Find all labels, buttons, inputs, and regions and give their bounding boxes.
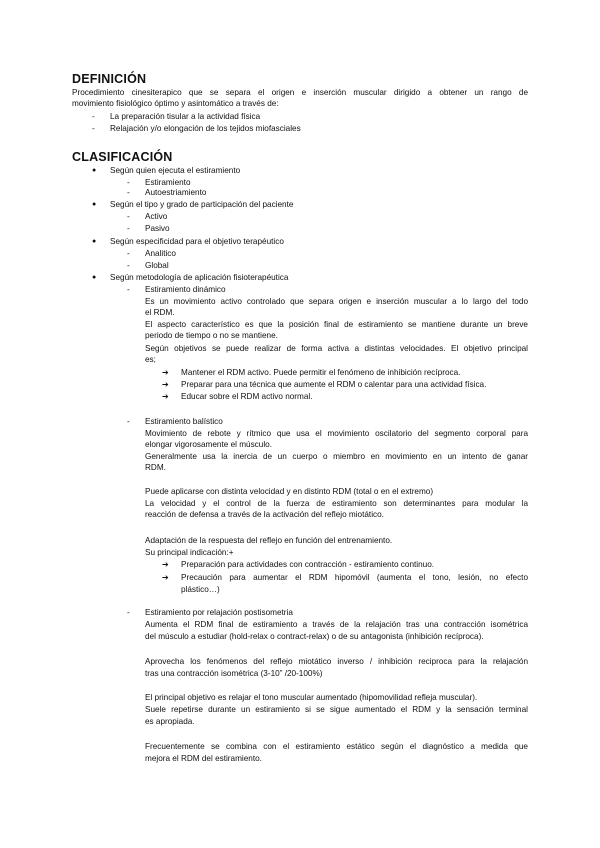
dinamico-text-line: el RDM.: [145, 308, 175, 317]
bullet-marker: ●: [92, 274, 97, 281]
postisometria-text-line: del músculo a estudiar (hold-relax o contract-relax) o de su antagonista (inhibición recíproca).: [145, 632, 484, 641]
clasificacion-group-label: Según quien ejecuta el estiramiento: [110, 166, 241, 175]
dash-marker: -: [127, 178, 130, 187]
postisometria-text-line: Aprovecha los fenómenos del reflejo miotático inverso / inhibición reciproca para la relajación: [145, 657, 528, 666]
arrow-marker: ➔: [162, 573, 169, 582]
clasificacion-item: Pasivo: [145, 224, 170, 233]
balistico-text-line: Adaptación de la respuesta del reflejo en función del entrenamiento.: [145, 536, 393, 545]
dinamico-text-line: Según objetivos se puede realizar de forma activa a distintas velocidades. El objetivo principal: [145, 344, 528, 353]
dash-marker: -: [127, 285, 130, 294]
dinamico-arrow-item: Preparar para una técnica que aumente el RDM o calentar para una actividad física.: [181, 380, 487, 389]
section-title-postisometria: Estiramiento por relajación postisometria: [145, 608, 293, 617]
clasificacion-item: Estiramiento: [145, 178, 191, 187]
balistico-arrow-item: Precaución para aumentar el RDM hipomóvil (aumenta el tono, lesión, no efecto: [181, 573, 528, 582]
postisometria-text-line: es apropiada.: [145, 717, 195, 726]
balistico-text-line: elongar vigorosamente el músculo.: [145, 440, 272, 449]
balistico-text-line: Movimiento de rebote y rítmico que usa el movimiento oscilatorio del segmento corporal para: [145, 429, 528, 438]
dinamico-text-line: es;: [145, 355, 156, 364]
balistico-text-line: reacción de defensa a través de la activación del reflejo miotático.: [145, 510, 384, 519]
arrow-marker: ➔: [162, 380, 169, 389]
clasificacion-group-label: Según el tipo y grado de participación del paciente: [110, 200, 294, 209]
balistico-text-line: Puede aplicarse con distinta velocidad y en distinto RDM (total o en el extremo): [145, 487, 434, 496]
definicion-item: Relajación y/o elongación de los tejidos miofasciales: [110, 124, 301, 133]
definicion-item: La preparación tisular a la actividad física: [110, 112, 261, 121]
balistico-text-line: Su principal indicación:+: [145, 548, 234, 557]
clasificacion-group-label: Según especificidad para el objetivo terapéutico: [110, 237, 284, 246]
arrow-marker: ➔: [162, 392, 169, 401]
bullet-marker: ●: [92, 238, 97, 245]
definicion-text-line: movimiento fisiológico óptimo y asintomático a través de:: [72, 99, 279, 108]
bullet-marker: ●: [92, 201, 97, 208]
clasificacion-heading: CLASIFICACIÓN: [72, 150, 173, 164]
dash-marker: -: [127, 249, 130, 258]
arrow-marker: ➔: [162, 368, 169, 377]
postisometria-text-line: Aumenta el RDM final de estiramiento a través de la relajación tras una contracción isométrica: [145, 620, 528, 629]
clasificacion-item: Autoestriamiento: [145, 188, 207, 197]
dinamico-arrow-item: Educar sobre el RDM activo normal.: [181, 392, 313, 401]
postisometria-text-line: El principal objetivo es relajar el tono muscular aumentado (hipomovilidad refleja muscular).: [145, 693, 478, 702]
clasificacion-item: Global: [145, 261, 169, 270]
definicion-text-line: Procedimiento cinesiterapico que se separa el origen e inserción muscular dirigido a obtener un rango de: [72, 88, 528, 97]
dash-marker: -: [127, 212, 130, 221]
dash-marker: -: [127, 417, 130, 426]
dash-marker: -: [127, 608, 130, 617]
balistico-text-line: RDM.: [145, 463, 166, 472]
balistico-arrow-item: Preparación para actividades con contracción - estiramiento continuo.: [181, 560, 435, 569]
dash-marker: -: [92, 124, 95, 133]
clasificacion-item: Analitico: [145, 249, 176, 258]
postisometria-text-line: Frecuentemente se combina con el estiramiento estático según el diagnóstico a medida que: [145, 742, 528, 751]
dinamico-text-line: El aspecto característico es que la posición final de estiramiento se mantiene durante un breve: [145, 320, 528, 329]
postisometria-text-line: Suele repetirse durante un estiramiento si se sigue aumentado el RDM y la sensación terminal: [145, 705, 528, 714]
balistico-arrow-item: plástico…): [181, 585, 220, 594]
section-title-dinamico: Estiramiento dinámico: [145, 285, 226, 294]
dinamico-text-line: periodo de tiempo o no se mantiene.: [145, 331, 278, 340]
dash-marker: -: [127, 188, 130, 197]
balistico-text-line: Generalmente usa la inercia de un cuerpo o miembro en movimiento en un intento de ganar: [145, 452, 528, 461]
arrow-marker: ➔: [162, 560, 169, 569]
postisometria-text-line: tras una contracción isométrica (3-10” /20-100%): [145, 669, 323, 678]
definicion-heading: DEFINICIÓN: [72, 72, 147, 86]
dash-marker: -: [127, 261, 130, 270]
section-title-balistico: Estiramiento balístico: [145, 417, 223, 426]
balistico-text-line: La velocidad y el control de la fuerza de estiramiento son determinantes para modular la: [145, 499, 528, 508]
postisometria-text-line: mejora el RDM del estiramiento.: [145, 754, 262, 763]
dinamico-text-line: Es un movimiento activo controlado que separa origen e inserción muscular a lo largo del todo: [145, 297, 528, 306]
dinamico-arrow-item: Mantener el RDM activo. Puede permitir el fenómeno de inhibición recíproca.: [181, 368, 461, 377]
clasificacion-group-label: Según metodología de aplicación fisioterapéutica: [110, 273, 289, 282]
dash-marker: -: [127, 224, 130, 233]
bullet-marker: ●: [92, 167, 97, 174]
clasificacion-item: Activo: [145, 212, 168, 221]
dash-marker: -: [92, 112, 95, 121]
